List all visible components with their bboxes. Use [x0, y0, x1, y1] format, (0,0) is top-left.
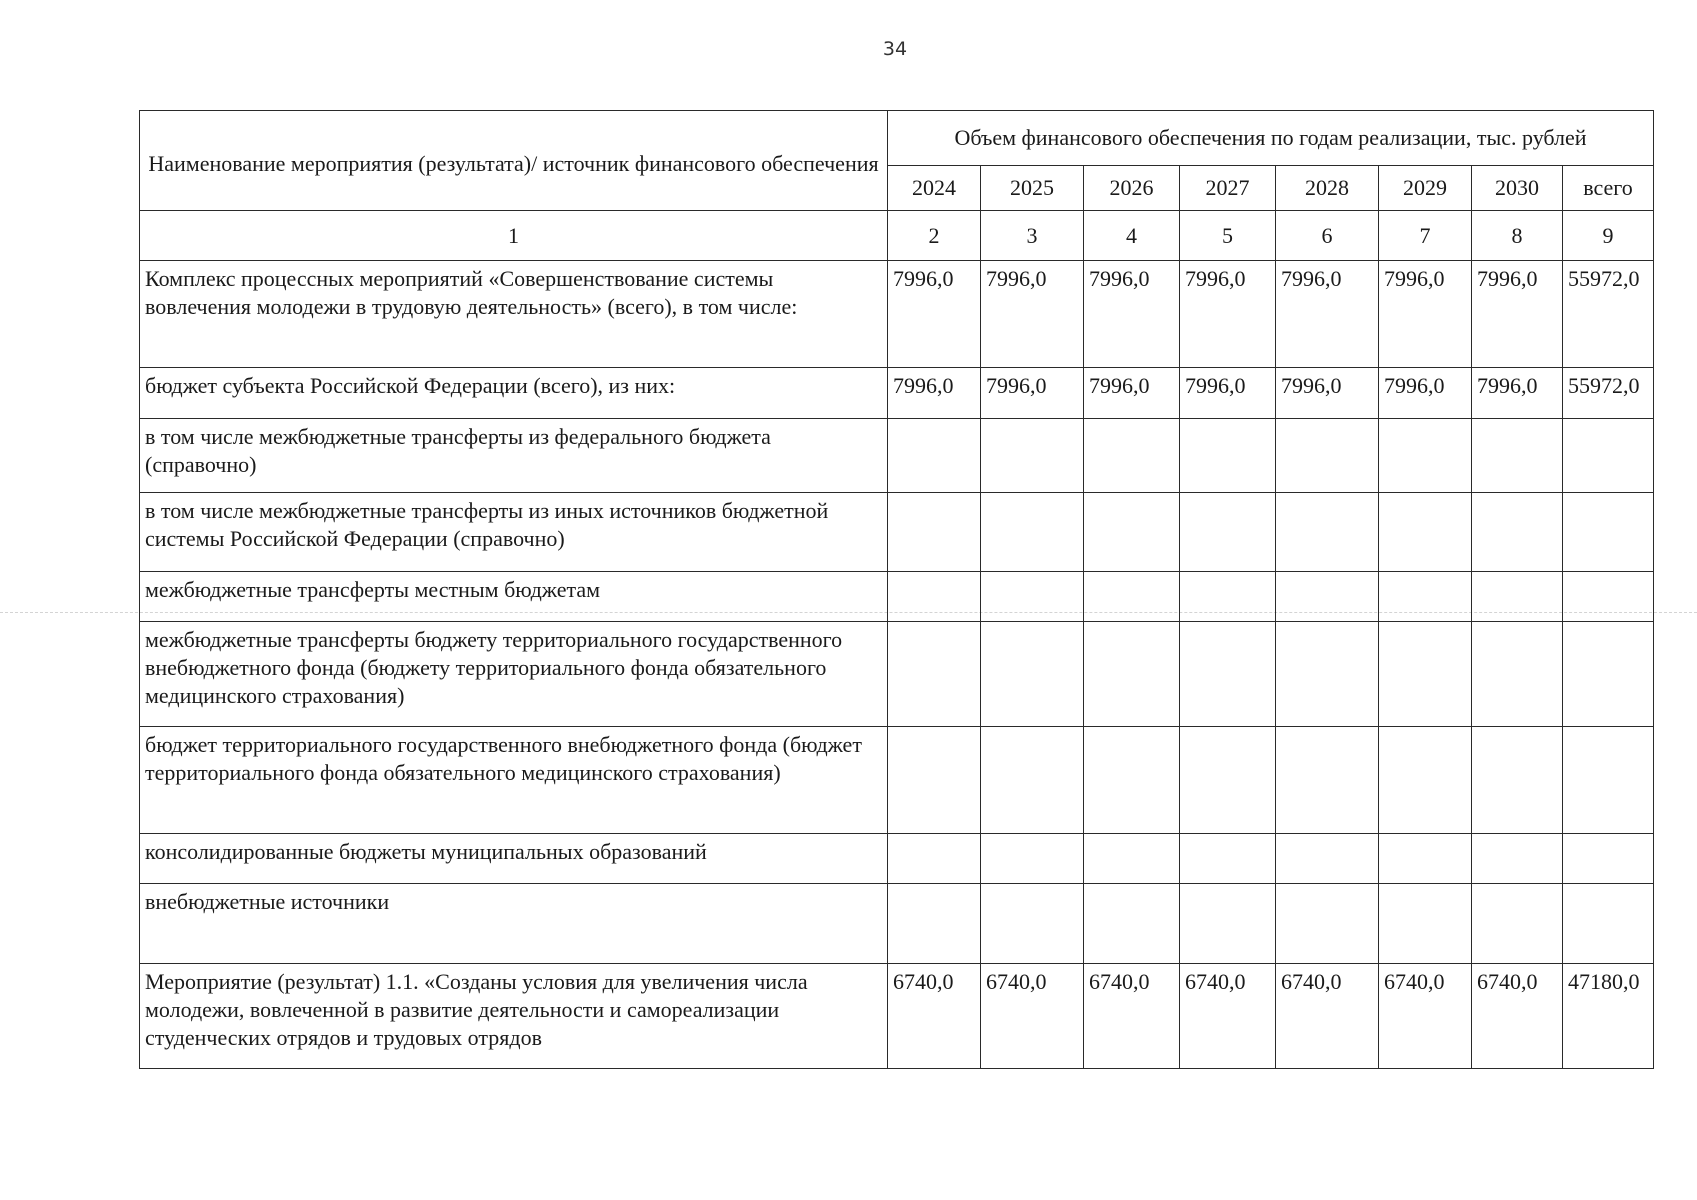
row-name-cell: межбюджетные трансферты бюджету территориального государственного внебюджетного фонда (бюджету территориального фонда обязательного медицинского страхования): [140, 622, 888, 727]
row-value-cell: [1472, 572, 1563, 622]
row-value-cell: 7996,0: [981, 368, 1084, 419]
row-total-cell: [1563, 727, 1654, 834]
row-value-cell: [1084, 572, 1180, 622]
row-value-cell: [1472, 884, 1563, 964]
row-total-cell: 55972,0: [1563, 261, 1654, 368]
row-value-cell: [888, 884, 981, 964]
row-value-cell: 6740,0: [888, 964, 981, 1069]
header-year: 2027: [1180, 166, 1276, 211]
row-value-cell: [1084, 622, 1180, 727]
row-value-cell: [1379, 834, 1472, 884]
row-total-cell: 55972,0: [1563, 368, 1654, 419]
row-value-cell: [981, 884, 1084, 964]
row-value-cell: [1276, 727, 1379, 834]
row-value-cell: 7996,0: [1276, 261, 1379, 368]
table-row: [140, 419, 1654, 493]
table-row: [140, 622, 1654, 727]
row-value-cell: 7996,0: [1379, 368, 1472, 419]
row-value-cell: [1084, 727, 1180, 834]
row-value-cell: [888, 419, 981, 493]
row-value-cell: 7996,0: [1180, 368, 1276, 419]
table-row: [140, 368, 1654, 419]
row-value-cell: [888, 572, 981, 622]
row-value-cell: [1180, 884, 1276, 964]
row-value-cell: [981, 834, 1084, 884]
row-value-cell: [1084, 419, 1180, 493]
row-value-cell: 7996,0: [888, 261, 981, 368]
row-total-cell: [1563, 884, 1654, 964]
row-total-cell: [1563, 834, 1654, 884]
column-number: 2: [888, 211, 981, 261]
header-volume: Объем финансового обеспечения по годам реализации, тыс. рублей: [888, 111, 1654, 166]
row-value-cell: [1379, 572, 1472, 622]
row-value-cell: 6740,0: [1276, 964, 1379, 1069]
row-value-cell: [1084, 834, 1180, 884]
row-value-cell: [1472, 834, 1563, 884]
row-value-cell: 6740,0: [1180, 964, 1276, 1069]
row-value-cell: [1180, 834, 1276, 884]
row-value-cell: [1180, 727, 1276, 834]
row-value-cell: [1472, 419, 1563, 493]
column-number: 6: [1276, 211, 1379, 261]
row-name-cell: внебюджетные источники: [140, 884, 888, 964]
header-year: 2025: [981, 166, 1084, 211]
column-number: 7: [1379, 211, 1472, 261]
row-value-cell: [1379, 419, 1472, 493]
row-value-cell: 7996,0: [1084, 368, 1180, 419]
row-value-cell: 7996,0: [1084, 261, 1180, 368]
table-row: [140, 493, 1654, 572]
row-name-cell: в том числе межбюджетные трансферты из федерального бюджета (справочно): [140, 419, 888, 493]
row-value-cell: [1180, 493, 1276, 572]
table-row: [140, 261, 1654, 368]
row-value-cell: [981, 727, 1084, 834]
row-value-cell: 7996,0: [981, 261, 1084, 368]
header-name-column: Наименование мероприятия (результата)/ источник финансового обеспечения: [140, 111, 888, 211]
row-value-cell: [981, 622, 1084, 727]
page-number: 34: [882, 38, 908, 60]
row-name-cell: бюджет территориального государственного внебюджетного фонда (бюджет территориального фонда обязательного медицинского страхования): [140, 727, 888, 834]
row-name-cell: Комплекс процессных мероприятий «Совершенствование системы вовлечения молодежи в трудовую деятельность» (всего), в том числе:: [140, 261, 888, 368]
row-total-cell: 47180,0: [1563, 964, 1654, 1069]
header-year: 2029: [1379, 166, 1472, 211]
table-row: [140, 834, 1654, 884]
row-value-cell: [1276, 622, 1379, 727]
row-value-cell: [1379, 622, 1472, 727]
row-value-cell: [1276, 419, 1379, 493]
row-value-cell: 6740,0: [1472, 964, 1563, 1069]
financing-table: [139, 110, 1654, 1069]
column-number: 5: [1180, 211, 1276, 261]
row-value-cell: [1084, 493, 1180, 572]
header-total: всего: [1563, 166, 1654, 211]
row-value-cell: 6740,0: [1084, 964, 1180, 1069]
row-value-cell: [1276, 884, 1379, 964]
header-year: 2026: [1084, 166, 1180, 211]
row-value-cell: [1276, 834, 1379, 884]
row-value-cell: [981, 572, 1084, 622]
row-value-cell: [1472, 493, 1563, 572]
header-year: 2024: [888, 166, 981, 211]
table-row: [140, 572, 1654, 622]
row-value-cell: 7996,0: [1472, 261, 1563, 368]
row-value-cell: [888, 622, 981, 727]
row-value-cell: 7996,0: [1276, 368, 1379, 419]
row-value-cell: [1379, 727, 1472, 834]
row-value-cell: [1379, 884, 1472, 964]
row-value-cell: [981, 419, 1084, 493]
row-value-cell: 7996,0: [1180, 261, 1276, 368]
table-row: [140, 727, 1654, 834]
row-name-cell: в том числе межбюджетные трансферты из иных источников бюджетной системы Российской Федерации (справочно): [140, 493, 888, 572]
row-total-cell: [1563, 572, 1654, 622]
row-value-cell: [1180, 572, 1276, 622]
row-total-cell: [1563, 419, 1654, 493]
row-value-cell: [888, 493, 981, 572]
table-row: [140, 964, 1654, 1069]
row-value-cell: [1180, 419, 1276, 493]
row-value-cell: [1472, 727, 1563, 834]
row-value-cell: 7996,0: [1472, 368, 1563, 419]
column-number: 1: [140, 211, 888, 261]
row-total-cell: [1563, 622, 1654, 727]
row-value-cell: [1084, 884, 1180, 964]
header-year: 2028: [1276, 166, 1379, 211]
row-value-cell: [1180, 622, 1276, 727]
row-value-cell: [1472, 622, 1563, 727]
row-value-cell: [1379, 493, 1472, 572]
row-name-cell: консолидированные бюджеты муниципальных образований: [140, 834, 888, 884]
row-value-cell: 6740,0: [981, 964, 1084, 1069]
row-value-cell: 7996,0: [1379, 261, 1472, 368]
row-name-cell: Мероприятие (результат) 1.1. «Созданы условия для увеличения числа молодежи, вовлеченной в развитие деятельности и самореализации студенческих отрядов и трудовых отрядов: [140, 964, 888, 1069]
row-value-cell: [1276, 493, 1379, 572]
row-value-cell: [888, 834, 981, 884]
table-row: [140, 884, 1654, 964]
row-value-cell: [1276, 572, 1379, 622]
header-year: 2030: [1472, 166, 1563, 211]
row-total-cell: [1563, 493, 1654, 572]
row-value-cell: [888, 727, 981, 834]
column-number: 3: [981, 211, 1084, 261]
row-value-cell: 7996,0: [888, 368, 981, 419]
column-number: 8: [1472, 211, 1563, 261]
row-name-cell: межбюджетные трансферты местным бюджетам: [140, 572, 888, 622]
column-number: 4: [1084, 211, 1180, 261]
row-value-cell: 6740,0: [1379, 964, 1472, 1069]
row-value-cell: [981, 493, 1084, 572]
column-number: 9: [1563, 211, 1654, 261]
row-name-cell: бюджет субъекта Российской Федерации (всего), из них:: [140, 368, 888, 419]
